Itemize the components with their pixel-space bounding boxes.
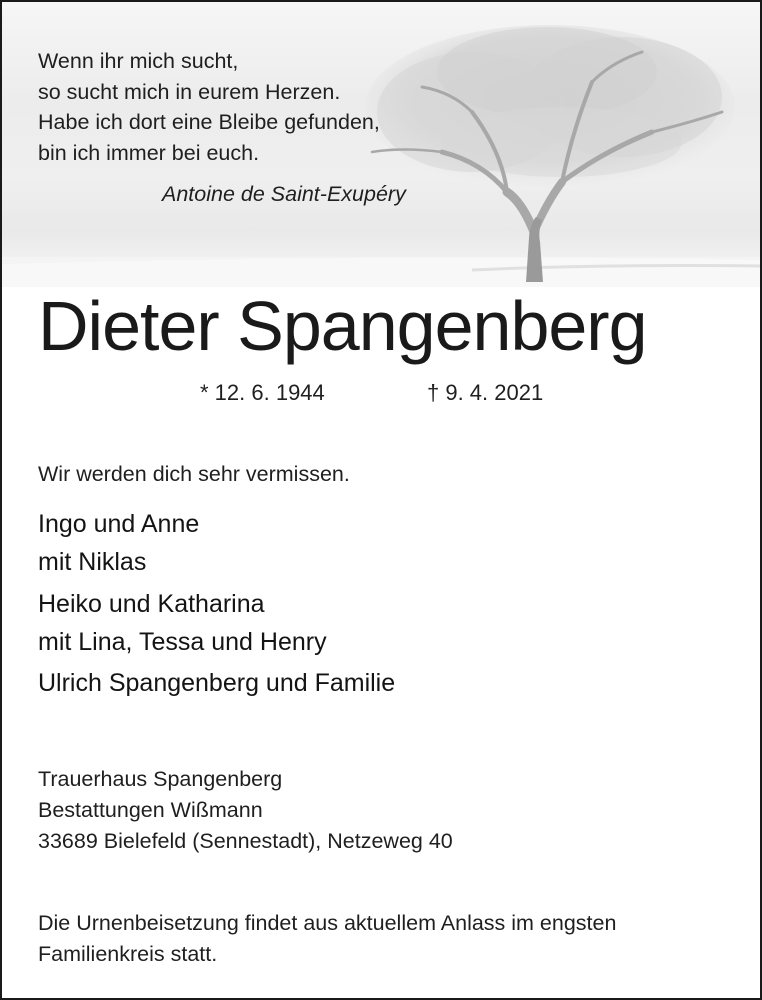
funeral-home-line: Trauerhaus Spangenberg bbox=[38, 767, 283, 791]
poem bbox=[38, 46, 380, 168]
header-image bbox=[2, 2, 760, 287]
poem-line: Habe ich dort eine Bleibe gefunden, bbox=[38, 110, 380, 134]
birth-date: * 12. 6. 1944 bbox=[200, 380, 325, 405]
funeral-home-info bbox=[38, 764, 453, 857]
notice-line: Die Urnenbeisetzung findet aus aktuellem Anlass im engsten bbox=[38, 911, 617, 935]
death-date: † 9. 4. 2021 bbox=[427, 380, 544, 405]
deceased-name: Dieter Spangenberg bbox=[38, 287, 647, 365]
funeral-home-line: Bestattungen Wißmann bbox=[38, 798, 263, 822]
poem-line: bin ich immer bei euch. bbox=[38, 140, 260, 165]
notice-line: Familienkreis statt. bbox=[38, 942, 218, 966]
farewell-text: Wir werden dich sehr vermissen. bbox=[38, 462, 350, 486]
burial-notice bbox=[38, 908, 738, 970]
poem-line: so sucht mich in eurem Herzen. bbox=[38, 79, 341, 104]
funeral-home-address: 33689 Bielefeld (Sennestadt), Netzeweg 40 bbox=[38, 829, 453, 853]
mourner-line: Ulrich Spangenberg und Familie bbox=[38, 669, 396, 697]
mourner-line: Ingo und Anne bbox=[38, 510, 200, 538]
mourner-line: mit Lina, Tessa und Henry bbox=[38, 628, 327, 656]
poem-author: Antoine de Saint-Exupéry bbox=[162, 182, 406, 206]
mourner-line: Heiko und Katharina bbox=[38, 590, 265, 618]
mourner-line: mit Niklas bbox=[38, 548, 147, 576]
poem-line: Wenn ihr mich sucht, bbox=[38, 49, 239, 73]
